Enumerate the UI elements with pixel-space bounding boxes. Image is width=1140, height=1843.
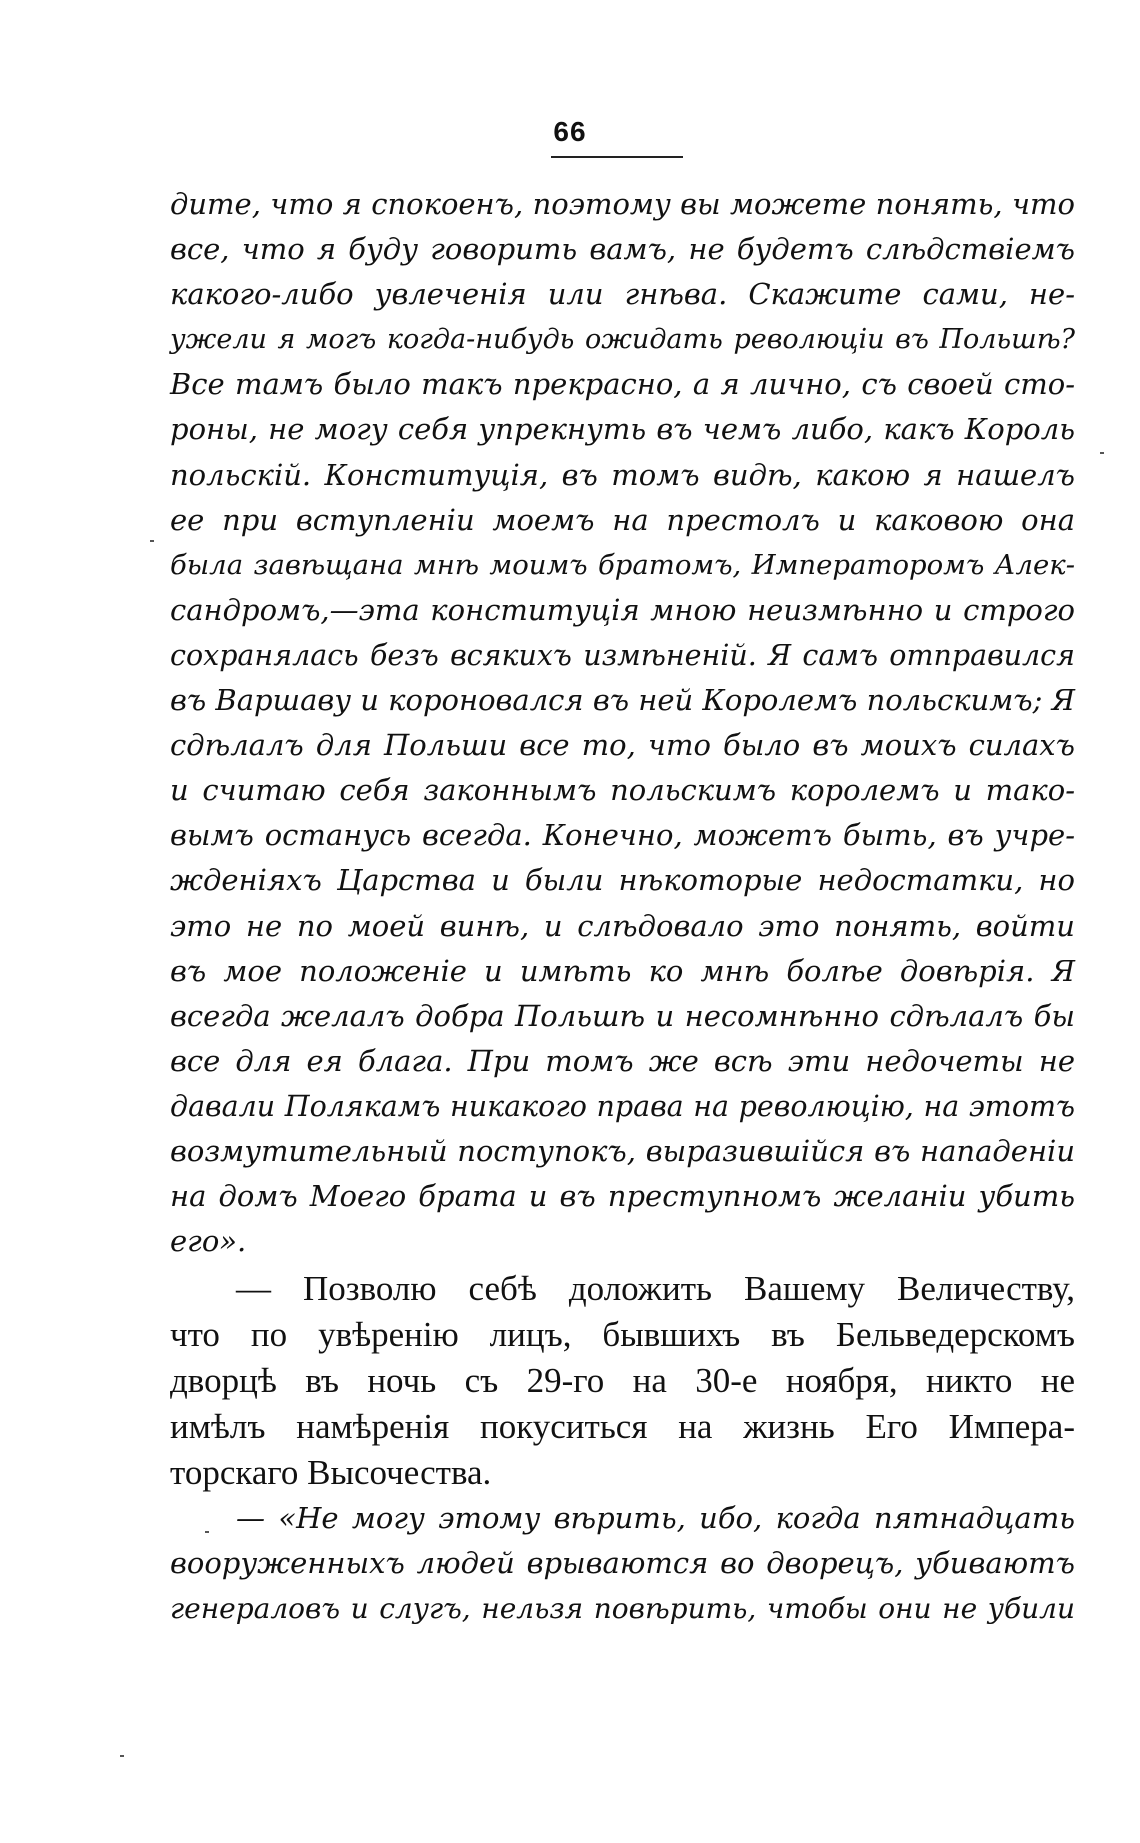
print-speck — [1100, 452, 1104, 454]
text-line: это не по моей винѣ, и слѣдовало это понять, войти — [170, 908, 1075, 943]
text-line: все для ея блага. При томъ же всѣ эти недочеты не — [170, 1043, 1075, 1078]
text-line: и считаю себя законнымъ польскимъ королемъ и тако- — [170, 773, 1075, 808]
text-line: его». — [170, 1224, 247, 1259]
text-line: на домъ Моего брата и въ преступномъ желаніи убить — [170, 1179, 1075, 1214]
page-text — [170, 182, 1075, 1632]
text-line: дите, что я спокоенъ, поэтому вы можете понять, что — [170, 187, 1075, 221]
text-line: жденіяхъ Царства и были нѣкоторые недостатки, но — [170, 863, 1075, 898]
print-speck — [205, 1531, 209, 1533]
print-speck — [120, 1755, 124, 1757]
text-line: польскій. Конституція, въ томъ видѣ, какою я нашелъ — [170, 457, 1075, 492]
quote-paragraph — [170, 182, 1075, 1264]
reply-paragraph — [170, 1266, 1075, 1496]
answer-paragraph — [170, 1496, 1075, 1631]
text-line: въ Варшаву и короновался въ ней Королемъ польскимъ; Я — [170, 683, 1075, 718]
text-line: была завѣщана мнѣ моимъ братомъ, Императоромъ Алек- — [170, 548, 1075, 581]
text-line: торскаго Высочества. — [170, 1453, 492, 1493]
text-line: всегда желалъ добра Польшѣ и несомнѣнно сдѣлалъ бы — [170, 998, 1075, 1033]
text-line: имѣлъ намѣренія покуситься на жизнь Его Импера- — [170, 1407, 1075, 1447]
text-line: ужели я могъ когда-нибудь ожидать революціи въ Польшѣ? — [170, 324, 1075, 356]
text-line: какого-либо увлеченія или гнѣва. Скажите сами, не- — [170, 277, 1075, 312]
text-line: что по увѣренію лицъ, бывшихъ въ Бельведерскомъ — [170, 1315, 1075, 1355]
text-line: все, что я буду говорить вамъ, не будетъ слѣдствіемъ — [170, 232, 1075, 267]
text-line: дворцѣ въ ночь съ 29-го на 30-е ноября, никто не — [170, 1361, 1075, 1401]
text-line: давали Полякамъ никакого права на революцію, на этотъ — [170, 1089, 1075, 1123]
text-line: сохранялась безъ всякихъ измѣненій. Я самъ отправился — [170, 638, 1075, 672]
page-number-rule — [551, 156, 683, 158]
text-line: ее при вступленіи моемъ на престолъ и каковою она — [170, 502, 1075, 537]
text-line: роны, не могу себя упрекнуть въ чемъ либо, какъ Король — [170, 412, 1075, 447]
text-line: вооруженныхъ людей врываются во дворецъ, убиваютъ — [170, 1546, 1075, 1581]
text-line: возмутительный поступокъ, выразившійся въ нападеніи — [170, 1133, 1075, 1168]
text-line: вымъ останусь всегда. Конечно, можетъ быть, въ учре- — [170, 818, 1075, 853]
text-line: — Позволю себѣ доложить Вашему Величеству, — [236, 1269, 1075, 1309]
print-speck — [150, 540, 154, 542]
text-line: Все тамъ было такъ прекрасно, а я лично, съ своей сто- — [170, 367, 1075, 402]
text-line: въ мое положеніе и имѣть ко мнѣ болѣе довѣрія. Я — [170, 953, 1075, 988]
text-line: сдѣлалъ для Польши все то, что было въ моихъ силахъ — [170, 728, 1075, 763]
text-line: сандромъ,—эта конституція мною неизмѣнно и строго — [170, 592, 1075, 627]
page-number: 66 — [553, 116, 587, 147]
text-line: генераловъ и слугъ, нельзя повѣрить, чтобы они не убили — [170, 1592, 1075, 1626]
text-line: — «Не могу этому вѣрить, ибо, когда пятнадцать — [236, 1501, 1075, 1536]
